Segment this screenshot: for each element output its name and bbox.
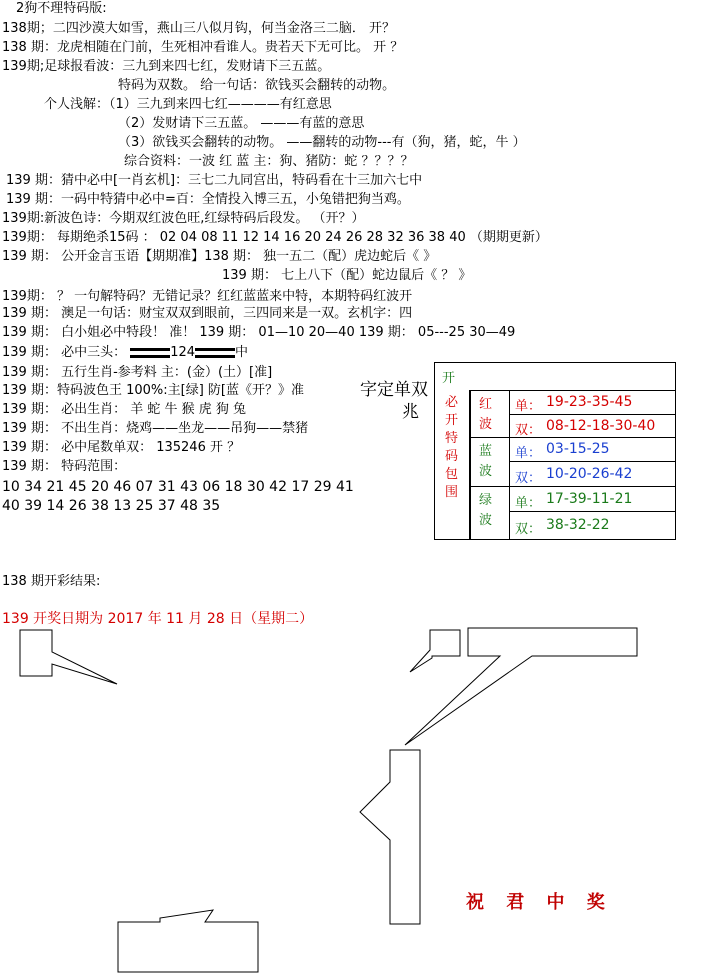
table-header: 开 — [442, 371, 456, 386]
text-line: 138 期：龙虎相随在门前，生死相冲看谁人。贵若天下无可比。 开 ？ — [2, 40, 404, 55]
text-line: 综合资料：一波 红 蓝 主：狗、猪防：蛇 ？？？？ — [124, 154, 414, 169]
red-even-cell: 双： 08-12-18-30-40 — [509, 414, 676, 438]
number-range-line: 40 39 14 26 38 13 25 37 48 35 — [2, 498, 221, 514]
green-even-cell: 双： 38-32-22 — [509, 511, 676, 540]
text-line: （2）发财请下三五蓝。 ———有蓝的意思 — [118, 116, 365, 131]
side-label: 必 开 特 码 包 围 — [445, 395, 459, 500]
text-line: 138期；二四沙漠大如雪，燕山三八似月钩，何当金洛三二脑． 开？ — [2, 21, 395, 36]
red-odd-numbers: 19-23-35-45 — [546, 394, 633, 410]
green-even-numbers: 38-32-22 — [546, 517, 610, 533]
text-line: 139 期：一码中特猜中必中=百：全情投入博三五，小兔错把狗当鸡。 — [6, 192, 410, 207]
blue-wave-name-cell: 蓝 波 — [470, 437, 510, 487]
text-line: 139期:新波色诗：今期双红波色旺,红绿特码后段发。 （开？） — [2, 211, 365, 226]
callout-bottom — [118, 910, 258, 972]
callout-center — [360, 750, 420, 924]
draw-date: 139 开奖日期为 2017 年 11 月 28 日（星期二） — [2, 611, 314, 627]
green-wave-name-cell: 绿 波 — [470, 486, 510, 540]
text-line: 个人浅解：（1）三九到来四七红————有红意思 — [44, 97, 332, 112]
overlay-text: 字定单双 — [360, 380, 428, 400]
three-heads-label: 139 期： 必中三头： — [2, 345, 127, 360]
text-line: 139 期：猜中必中[一肖玄机]：三七二九同宫出，特码看在十三加六七中 — [6, 173, 423, 188]
green-odd-cell: 单： 17-39-11-21 — [509, 486, 676, 512]
callout-top-right — [405, 628, 637, 745]
three-heads-number: 124 — [170, 345, 196, 360]
callout-left — [20, 630, 117, 684]
text-line: 139期;足球报看波：三九到来四七红，发财请下三五蓝。 — [2, 59, 331, 74]
three-heads-suffix: 中 — [235, 345, 249, 360]
page-title: 2狗不理特码版: — [16, 1, 107, 16]
text-line: 139 期： 特码范围： — [2, 459, 127, 474]
text-line: 139 期： 澳足一句话：财宝双双到眼前，三四同来是一双。玄机字：四 — [2, 306, 413, 321]
callout-small — [410, 630, 460, 672]
text-line: 139期： ？ 一句解特码？无错记录？红红蓝蓝来中特，本期特码红波开 — [2, 289, 413, 304]
text-line: 139期： 每期绝杀15码 ： 02 04 08 11 12 14 16 20 24 26 28 32 36 38 40 （期期更新） — [2, 230, 548, 245]
red-even-numbers: 08-12-18-30-40 — [546, 418, 656, 434]
blue-even-cell: 双： 10-20-26-42 — [509, 461, 676, 487]
text-line: 139 期：特码波色王 100%:主[绿] 防[蓝《开？》准 — [2, 383, 304, 398]
red-wave-name-cell: 红 波 — [470, 390, 510, 438]
text-line: 139 期： 必出生肖： 羊 蛇 牛 猴 虎 狗 兔 — [2, 402, 247, 417]
blue-odd-numbers: 03-15-25 — [546, 441, 610, 457]
green-odd-numbers: 17-39-11-21 — [546, 491, 633, 507]
text-line: 特码为双数。 给一句话：欲钱买会翻转的动物。 — [118, 78, 396, 93]
overlay-text: 兆 — [402, 402, 419, 422]
blessing-text: 祝 君 中 奖 — [466, 892, 613, 913]
text-line: 139 期： 七上八下（配）蛇边鼠后《 ？ 》 — [222, 268, 472, 283]
text-line: 139 期： 必中尾数单双： 135246 开 ？ — [2, 440, 241, 455]
text-line: （3）欲钱买会翻转的动物。 ——翻转的动物---有（狗，猪，蛇，牛 ） — [118, 135, 526, 150]
text-line: 139 期： 五行生肖-参考料 主：(金）(土）[准] — [2, 365, 273, 380]
blue-even-numbers: 10-20-26-42 — [546, 466, 633, 482]
text-line: 139 期： 不出生肖：烧鸡——坐龙——吊狗——禁猪 — [2, 421, 309, 436]
red-odd-cell: 单： 19-23-35-45 — [509, 390, 676, 415]
text-line: 139 期： 公开金言玉语【期期准】138 期： 独一五二（配）虎边蛇后《 》 — [2, 249, 437, 264]
text-line: 139 期： 白小姐必中特段！ 准！ 139 期： 01—10 20—40 139 期： 05---25 30—49 — [2, 325, 516, 340]
results-label: 138 期开彩结果: — [2, 574, 101, 589]
blue-odd-cell: 单： 03-15-25 — [509, 437, 676, 462]
number-range-line: 10 34 21 45 20 46 07 31 43 06 18 30 42 17 29 41 — [2, 479, 354, 495]
